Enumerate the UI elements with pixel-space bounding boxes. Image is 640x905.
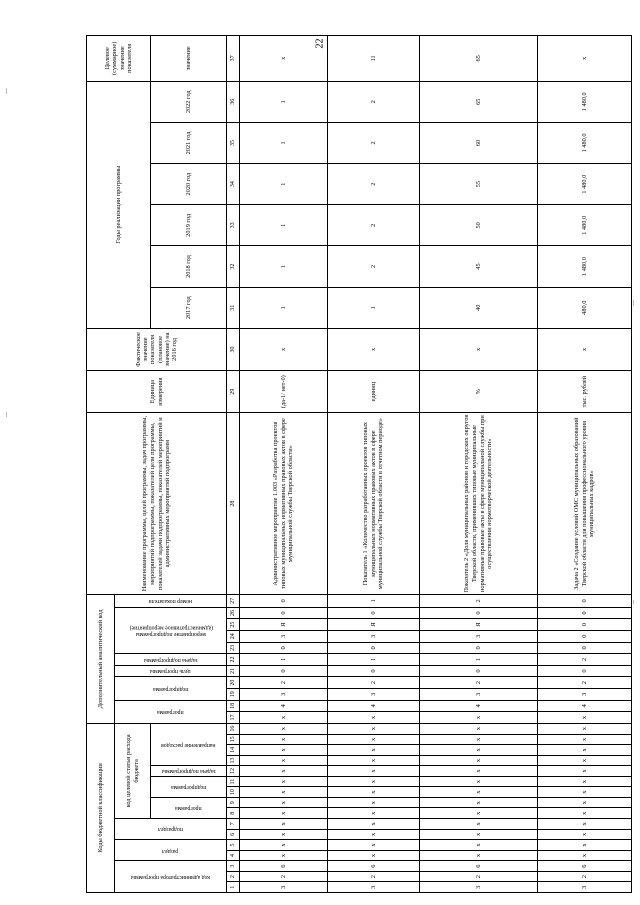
year-value: 1 — [240, 205, 328, 246]
column-number-row — [227, 36, 240, 893]
column-number: 26 — [227, 607, 240, 619]
code-digit: 1 — [420, 654, 538, 666]
table-row — [328, 36, 420, 893]
year-value: 50 — [420, 205, 538, 246]
column-number: 17 — [227, 712, 240, 724]
code-digit: х — [538, 829, 632, 840]
code-digit: 0 — [328, 665, 420, 677]
row-name: Показатель 2 «Доля муниципальных районов и городских округов Тверской области, применивших типовые муниципальные нормативные правовые акты в сфере муниципальной службы при осуществлении нормотворческой деятельности» — [420, 413, 538, 595]
year-value: 1 — [240, 246, 328, 287]
column-number: 5 — [227, 840, 240, 851]
code-digit: 2 — [240, 677, 328, 689]
actual-header: Фактическое значение показателя (плановое значение) на 2016 год — [87, 328, 227, 370]
code-digit: 3 — [538, 688, 632, 700]
code-digit: х — [240, 734, 328, 745]
code-digit: х — [420, 787, 538, 798]
name-header: Наименование программы, целей программы, задач программы, мероприятий подпрограммы, показателей цели программы, показателей задачи подпрограммы, показателей мероприятий и административных мероприятий подпрограмм — [87, 413, 227, 595]
code-digit: х — [538, 797, 632, 808]
code-digit: 2 — [328, 871, 420, 882]
code-digit: х — [538, 755, 632, 766]
code-digit: 0 — [240, 594, 328, 607]
code-digit: х — [328, 829, 420, 840]
indicator-table — [86, 35, 632, 893]
section-header: раздел — [115, 840, 227, 861]
year-header: 2021 год — [151, 122, 227, 163]
code-digit: 3 — [328, 688, 420, 700]
column-number: 2 — [227, 871, 240, 882]
row-actual: х — [420, 328, 538, 370]
code-digit: х — [240, 787, 328, 798]
column-number: 27 — [227, 594, 240, 607]
year-header: 2017 год — [151, 287, 227, 328]
code-digit: 0 — [240, 642, 328, 654]
code-digit: 2 — [538, 871, 632, 882]
row-name: Задача 2 «Создание условий ОМС муниципальных образований Тверской области для повышения профессионального уровня муниципальных кадров» — [538, 413, 632, 595]
column-number: 29 — [227, 371, 240, 413]
year-value: 40 — [420, 287, 538, 328]
code-digit: 0 — [538, 607, 632, 619]
code-digit: 0 — [538, 642, 632, 654]
year-value: 55 — [420, 164, 538, 205]
code-digit: х — [538, 840, 632, 851]
year-value: 1 480,0 — [538, 205, 632, 246]
code-digit: х — [240, 712, 328, 724]
code-digit: х — [420, 745, 538, 756]
code-digit: 6 — [420, 861, 538, 872]
code-digit: 0 — [420, 607, 538, 619]
code-digit: х — [328, 734, 420, 745]
year-value: 2 — [328, 164, 420, 205]
code-digit: х — [328, 787, 420, 798]
row-target: х — [538, 36, 632, 82]
code-digit: х — [538, 808, 632, 819]
column-number: 30 — [227, 328, 240, 370]
code-digit: х — [420, 723, 538, 734]
column-number: 18 — [227, 700, 240, 712]
code-digit: х — [240, 850, 328, 861]
column-number: 36 — [227, 81, 240, 122]
code-digit: х — [328, 723, 420, 734]
ac-measure-header: мероприятие подпрограммы (административное мероприятие) — [115, 607, 227, 653]
code-digit: х — [240, 755, 328, 766]
code-digit: х — [420, 797, 538, 808]
code-digit: 3 — [240, 882, 328, 893]
code-digit: х — [240, 829, 328, 840]
admin-code-header: код администратора программы — [115, 861, 227, 893]
code-digit: 4 — [240, 700, 328, 712]
code-digit: 3 — [420, 688, 538, 700]
code-digit: 3 — [240, 630, 328, 642]
code-digit: 0 — [420, 642, 538, 654]
code-digit: 3 — [328, 630, 420, 642]
column-number: 24 — [227, 630, 240, 642]
year-header: 2019 год — [151, 205, 227, 246]
code-digit: 1 — [328, 654, 420, 666]
code-digit: х — [420, 829, 538, 840]
code-digit: х — [538, 787, 632, 798]
code-digit: х — [420, 819, 538, 830]
code-digit: 3 — [420, 882, 538, 893]
table-row — [240, 36, 328, 893]
code-digit: 4 — [538, 700, 632, 712]
scan-mark — [633, 600, 634, 604]
code-digit: х — [328, 745, 420, 756]
row-unit: тыс. рублей — [538, 371, 632, 413]
code-digit: х — [240, 819, 328, 830]
code-digit: 0 — [328, 642, 420, 654]
column-number: 12 — [227, 766, 240, 777]
year-value: 1 — [240, 81, 328, 122]
year-value: 60 — [420, 122, 538, 163]
target-header: Целевое (суммарное) значение показателя — [87, 36, 151, 82]
target-article-header: код целевой статьи расхода бюджета — [115, 723, 151, 818]
year-value: 1 — [240, 287, 328, 328]
column-number: 4 — [227, 850, 240, 861]
year-value: 1 — [240, 122, 328, 163]
code-digit: 0 — [328, 607, 420, 619]
code-digit: 0 — [538, 630, 632, 642]
code-digit: х — [328, 776, 420, 787]
column-number: 28 — [227, 413, 240, 595]
row-name: Административное мероприятие 1.003 «Разработка проектов типовых муниципальных нормативных правовых актов в сфере муниципальной службы Тверской области» — [240, 413, 328, 595]
table-row — [538, 36, 632, 893]
code-digit: х — [328, 766, 420, 777]
code-digit: х — [240, 723, 328, 734]
scan-mark — [6, 412, 7, 417]
year-value: 1 480,0 — [538, 81, 632, 122]
year-header: 2018 год — [151, 246, 227, 287]
budget-classification-header: Коды бюджетной классификации — [87, 723, 115, 892]
row-unit: % — [420, 371, 538, 413]
scan-mark — [6, 88, 7, 94]
column-number: 22 — [227, 654, 240, 666]
column-number: 25 — [227, 619, 240, 631]
row-target: 65 — [420, 36, 538, 82]
code-digit: х — [420, 840, 538, 851]
year-value: 480,0 — [538, 287, 632, 328]
column-number: 32 — [227, 246, 240, 287]
year-value: 1 — [240, 164, 328, 205]
column-number: 15 — [227, 734, 240, 745]
code-digit: х — [240, 745, 328, 756]
ac-subprogram-header: подпрограмма — [115, 677, 227, 700]
code-digit: х — [328, 755, 420, 766]
code-digit: х — [240, 797, 328, 808]
row-unit: единиц — [328, 371, 420, 413]
code-digit: 0 — [240, 607, 328, 619]
code-digit: 2 — [538, 654, 632, 666]
year-value: 2 — [328, 205, 420, 246]
code-digit: 3 — [538, 882, 632, 893]
column-number: 21 — [227, 665, 240, 677]
year-header: 2022 год — [151, 81, 227, 122]
ac-goal-header: цель программы — [115, 665, 227, 677]
code-digit: Я — [420, 619, 538, 631]
year-value: 2 — [328, 122, 420, 163]
row-name: Показатель 1 «Количество разработанных проектов типовых муниципальных нормативных правовых актов в сфере муниципальной службы Тверской области в отчетном периоде» — [328, 413, 420, 595]
code-digit: 1 — [328, 594, 420, 607]
column-number: 34 — [227, 164, 240, 205]
year-value: 1 480,0 — [538, 164, 632, 205]
row-actual: х — [240, 328, 328, 370]
year-value: 45 — [420, 246, 538, 287]
code-digit: х — [420, 712, 538, 724]
column-number: 3 — [227, 861, 240, 872]
column-number: 31 — [227, 287, 240, 328]
code-digit: 6 — [240, 861, 328, 872]
year-value: 65 — [420, 81, 538, 122]
code-digit: х — [328, 797, 420, 808]
code-digit: 2 — [420, 677, 538, 689]
code-digit: х — [240, 776, 328, 787]
column-number: 13 — [227, 755, 240, 766]
year-value: 1 — [328, 287, 420, 328]
code-digit: 3 — [420, 630, 538, 642]
unit-header: Единица измерения — [87, 371, 227, 413]
year-value: 2 — [328, 246, 420, 287]
code-digit: х — [420, 766, 538, 777]
code-digit: х — [420, 734, 538, 745]
code-digit: 0 — [538, 619, 632, 631]
code-digit: х — [420, 850, 538, 861]
subsection-header: подраздел — [115, 819, 227, 840]
code-digit: х — [240, 808, 328, 819]
column-number: 19 — [227, 688, 240, 700]
code-digit: 6 — [538, 861, 632, 872]
ta-program-header: программа — [151, 797, 227, 818]
code-digit: 4 — [420, 700, 538, 712]
column-number: 10 — [227, 787, 240, 798]
row-target: х — [240, 36, 328, 82]
code-digit: х — [328, 850, 420, 861]
ac-task-header: задача подпрограммы — [115, 654, 227, 666]
column-number: 7 — [227, 819, 240, 830]
column-number: 16 — [227, 723, 240, 734]
code-digit: х — [538, 723, 632, 734]
column-number: 11 — [227, 776, 240, 787]
code-digit: х — [538, 734, 632, 745]
code-digit: х — [538, 712, 632, 724]
column-number: 23 — [227, 642, 240, 654]
column-number: 8 — [227, 808, 240, 819]
code-digit: х — [538, 745, 632, 756]
code-digit: 2 — [538, 677, 632, 689]
ta-direction-header: направление расходов — [151, 723, 227, 765]
rotated-table-container — [86, 35, 629, 893]
ta-subprogram-header: подпрограмма — [151, 776, 227, 797]
column-number: 1 — [227, 882, 240, 893]
page-number: 22 — [314, 38, 326, 49]
code-digit: Я — [328, 619, 420, 631]
column-number: 14 — [227, 745, 240, 756]
code-digit: х — [420, 755, 538, 766]
code-digit: 4 — [328, 700, 420, 712]
ac-program-header: программа — [115, 700, 227, 723]
scan-mark — [633, 300, 634, 306]
additional-code-header: Дополнительный аналитический код — [87, 594, 115, 723]
code-digit: 2 — [328, 677, 420, 689]
code-digit: 1 — [240, 654, 328, 666]
year-value: 1 480,0 — [538, 122, 632, 163]
code-digit: 2 — [420, 594, 538, 607]
year-value: 2 — [328, 81, 420, 122]
code-digit: 6 — [328, 861, 420, 872]
years-header: Годы реализации программы — [87, 81, 151, 328]
code-digit: х — [538, 766, 632, 777]
column-number: 33 — [227, 205, 240, 246]
code-digit: х — [328, 712, 420, 724]
year-value: 1 480,0 — [538, 246, 632, 287]
column-number: 37 — [227, 36, 240, 82]
target-value-header: значение — [151, 36, 227, 82]
row-unit: (да-1/ нет-0) — [240, 371, 328, 413]
code-digit: х — [240, 766, 328, 777]
ac-number-header: номер показателя — [115, 594, 227, 607]
code-digit: х — [328, 819, 420, 830]
code-digit: х — [538, 819, 632, 830]
column-number: 35 — [227, 122, 240, 163]
code-digit: х — [538, 776, 632, 787]
code-digit: х — [328, 840, 420, 851]
row-actual: х — [328, 328, 420, 370]
code-digit: 0 — [538, 665, 632, 677]
code-digit: 0 — [420, 665, 538, 677]
code-digit: х — [420, 776, 538, 787]
column-number: 6 — [227, 829, 240, 840]
code-digit: х — [538, 850, 632, 861]
code-digit: х — [328, 808, 420, 819]
code-digit: х — [240, 840, 328, 851]
code-digit: 0 — [240, 665, 328, 677]
code-digit: 3 — [240, 688, 328, 700]
column-number: 20 — [227, 677, 240, 689]
code-digit: 2 — [240, 871, 328, 882]
row-target: 11 — [328, 36, 420, 82]
column-number: 9 — [227, 797, 240, 808]
code-digit: х — [420, 808, 538, 819]
row-actual: х — [538, 328, 632, 370]
table-row — [420, 36, 538, 893]
ta-task-header: задача подпрограммы — [151, 766, 227, 777]
code-digit: 0 — [538, 594, 632, 607]
year-header: 2020 год — [151, 164, 227, 205]
code-digit: Я — [240, 619, 328, 631]
code-digit: 2 — [420, 871, 538, 882]
code-digit: 3 — [328, 882, 420, 893]
